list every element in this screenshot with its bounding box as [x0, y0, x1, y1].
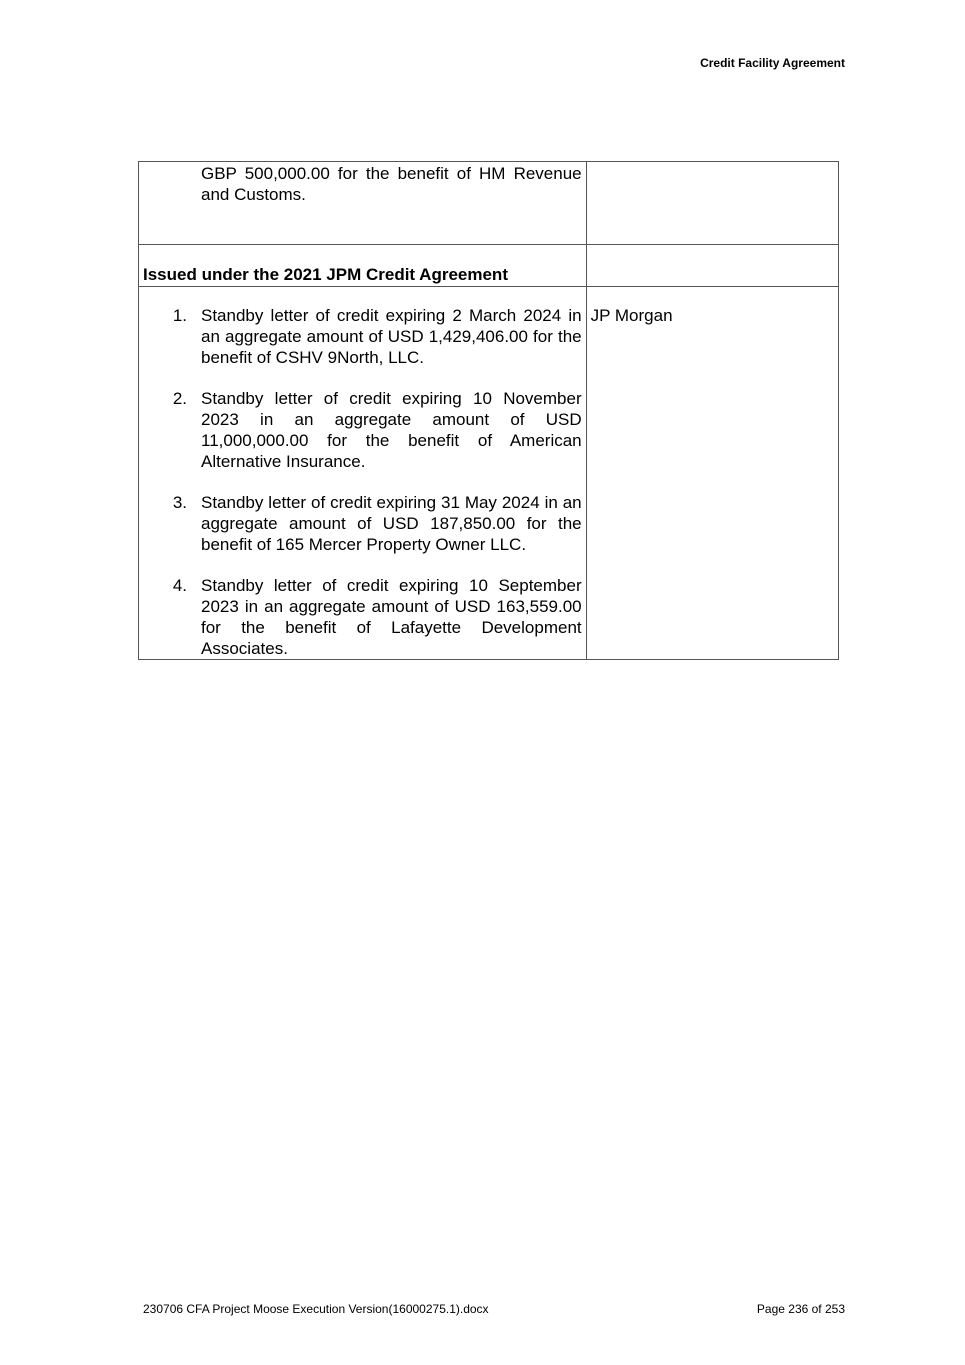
table-cell-description	[139, 162, 587, 245]
footer-filename: 230706 CFA Project Moose Execution Version(16000275.1).docx	[143, 1302, 489, 1316]
table-cell-description	[139, 245, 587, 287]
list-item	[139, 492, 582, 555]
letters-of-credit-list	[139, 287, 586, 659]
section-heading: Issued under the 2021 JPM Credit Agreement	[143, 265, 508, 284]
table-cell-bank	[586, 287, 838, 660]
table-row	[139, 162, 839, 245]
list-item	[139, 305, 582, 368]
footer-page-number: Page 236 of 253	[756, 1302, 845, 1316]
list-item-number: 1.	[172, 306, 187, 325]
issuing-bank: JP Morgan	[590, 306, 673, 325]
list-item	[139, 575, 582, 659]
list-item-text: Standby letter of credit expiring 10 November 2023 in an aggregate amount of USD 11,000,000.00 for the benefit of American Alternative Insurance.	[201, 389, 582, 471]
table-cell-description	[139, 287, 587, 660]
list-item-number: 4.	[172, 576, 187, 595]
letters-of-credit-table	[138, 161, 839, 660]
continuation-text: GBP 500,000.00 for the benefit of HM Revenue and Customs.	[201, 164, 582, 204]
table-row	[139, 287, 839, 660]
table-cell-bank	[586, 245, 838, 287]
document-header-title: Credit Facility Agreement	[700, 56, 845, 70]
list-item-text: Standby letter of credit expiring 31 May 2024 in an aggregate amount of USD 187,850.00 for the benefit of 165 Mercer Property Owner LLC.	[201, 493, 582, 554]
table-row	[139, 245, 839, 287]
list-item-text: Standby letter of credit expiring 10 September 2023 in an aggregate amount of USD 163,559.00 for the benefit of Lafayette Development Associates.	[201, 576, 582, 658]
list-item-text: Standby letter of credit expiring 2 March 2024 in an aggregate amount of USD 1,429,406.00 for the benefit of CSHV 9North, LLC.	[201, 306, 582, 367]
list-item-number: 2.	[172, 389, 187, 408]
list-item	[139, 388, 582, 472]
table-cell-bank	[586, 162, 838, 245]
list-item-number: 3.	[172, 493, 187, 512]
